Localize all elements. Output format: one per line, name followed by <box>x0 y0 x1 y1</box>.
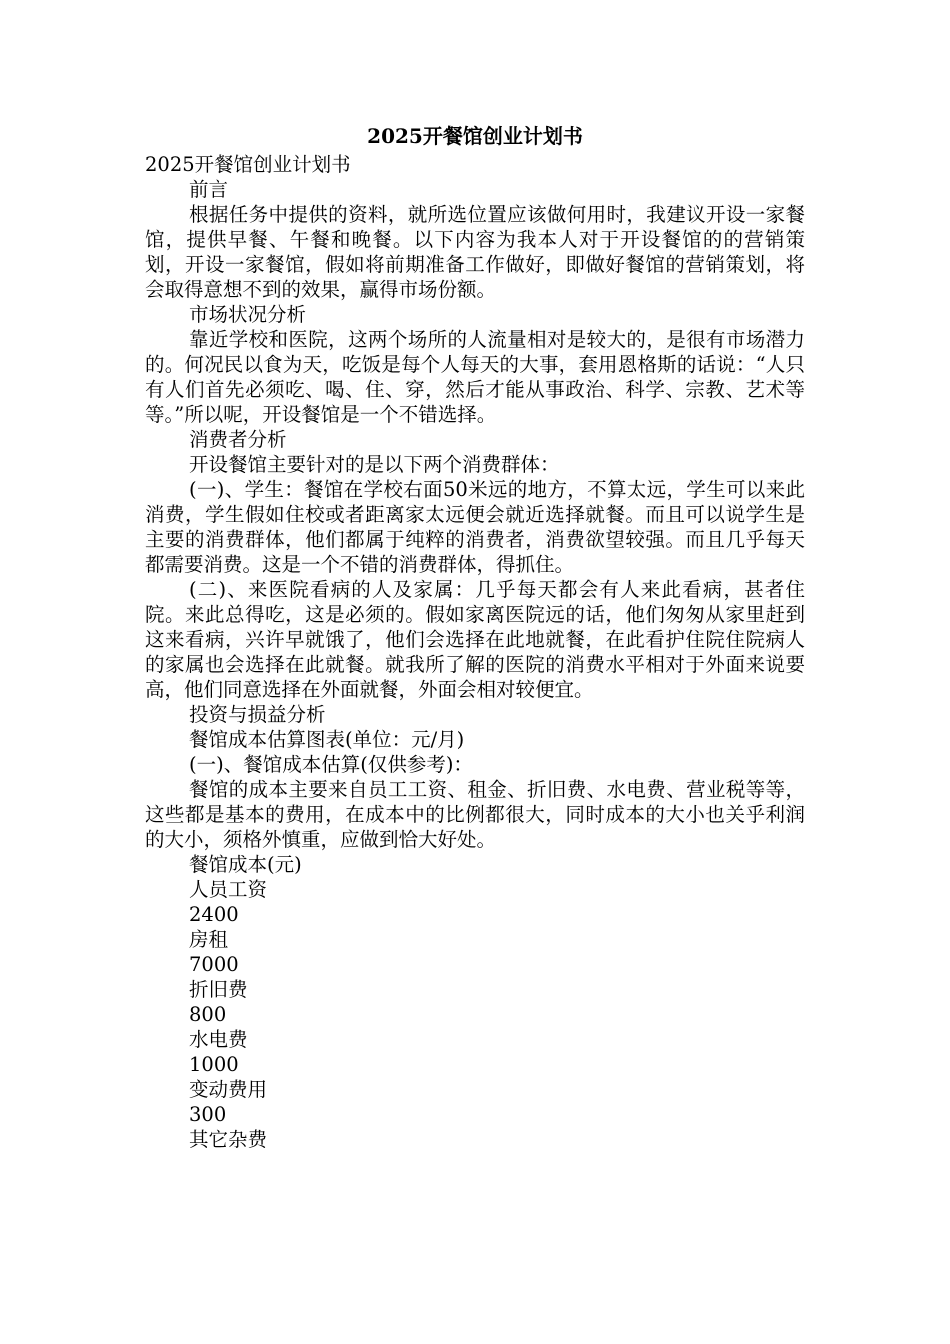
cost-item-label: 其它杂费 <box>189 1128 268 1151</box>
cost-item-value: 300 <box>189 1103 227 1126</box>
cost-item-label: 变动费用 <box>189 1078 268 1101</box>
paragraph-students: (一)、学生：餐馆在学校右面50米远的地方，不算太远，学生可以来此消费，学生假如住校或者距离家太远便会就近选择就餐。而且可以说学生是主要的消费群体，他们都属于纯粹的消费者，消费欲望较强。而且几乎每天都需要消费。这是一个不错的消费群体，得抓住。 <box>145 478 805 576</box>
document-page <box>145 120 805 1152</box>
document-subtitle: 2025开餐馆创业计划书 <box>145 153 351 176</box>
section-heading-investment: 投资与损益分析 <box>189 703 326 726</box>
section-heading-market: 市场状况分析 <box>189 303 307 326</box>
section-heading-consumer: 消费者分析 <box>189 428 287 451</box>
cost-chart-caption: 餐馆成本估算图表(单位：元/月) <box>189 728 465 751</box>
paragraph-consumer-intro: 开设餐馆主要针对的是以下两个消费群体： <box>189 453 560 476</box>
cost-estimate-heading: (一)、餐馆成本估算(仅供参考)： <box>189 753 473 776</box>
cost-item-label: 人员工资 <box>189 878 268 901</box>
cost-item-value: 800 <box>189 1003 227 1026</box>
cost-item-label: 折旧费 <box>189 978 248 1001</box>
cost-table-header: 餐馆成本(元) <box>189 853 302 876</box>
cost-item-label: 水电费 <box>189 1028 248 1051</box>
paragraph-hospital: (二)、来医院看病的人及家属：几乎每天都会有人来此看病，甚者住院。来此总得吃，这是必须的。假如家离医院远的话，他们匆匆从家里赶到这来看病，兴许早就饿了，他们会选择在此地就餐，在此看护住院住院病人的家属也会选择在此就餐。就我所了解的医院的消费水平相对于外面来说要高，他们同意选择在外面就餐，外面会相对较便宜。 <box>145 578 805 701</box>
paragraph-cost: 餐馆的成本主要来自员工工资、租金、折旧费、水电费、营业税等等，这些都是基本的费用，在成本中的比例都很大，同时成本的大小也关乎利润的大小，须格外慎重，应做到恰大好处。 <box>145 778 805 851</box>
cost-item-value: 1000 <box>189 1053 239 1076</box>
document-title: 2025开餐馆创业计划书 <box>367 124 583 148</box>
cost-item-value: 7000 <box>189 953 239 976</box>
cost-item-value: 2400 <box>189 903 239 926</box>
section-heading-preface: 前言 <box>189 178 229 201</box>
paragraph-market: 靠近学校和医院，这两个场所的人流量相对是较大的，是很有市场潜力的。何况民以食为天，吃饭是每个人每天的大事，套用恩格斯的话说：“人只有人们首先必须吃、喝、住、穿，然后才能从事政治、科学、宗教、艺术等等。”所以呢，开设餐馆是一个不错选择。 <box>145 328 805 426</box>
cost-item-label: 房租 <box>189 928 229 951</box>
paragraph-preface: 根据任务中提供的资料，就所选位置应该做何用时，我建议开设一家餐馆，提供早餐、午餐和晚餐。以下内容为我本人对于开设餐馆的的营销策划，开设一家餐馆，假如将前期准备工作做好，即做好餐馆的营销策划，将会取得意想不到的效果，赢得市场份额。 <box>145 203 805 301</box>
